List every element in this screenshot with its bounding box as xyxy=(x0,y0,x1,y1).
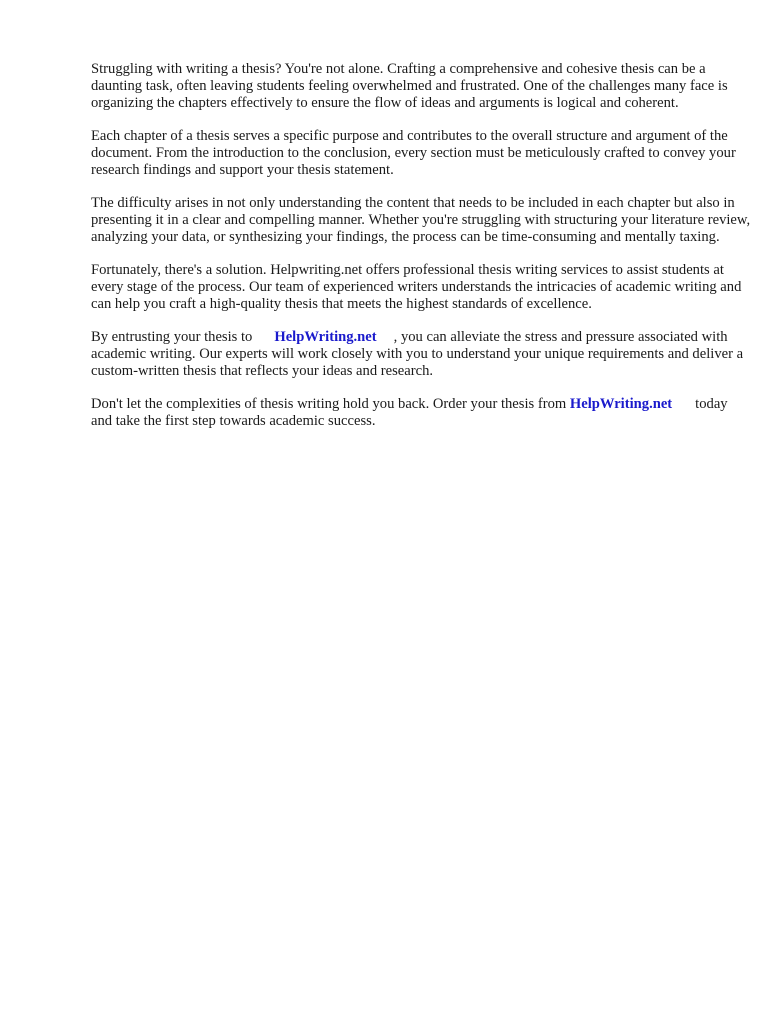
entrusting-text-after: , you can alleviate the stress and pressure associated with academic writing. Our experts will work closely with you to understand your unique requirements and deliver a custom-written thesis that reflects your ideas and research. xyxy=(91,329,744,379)
paragraph-order xyxy=(91,396,751,430)
helpwriting-link-order[interactable]: HelpWriting.net xyxy=(569,396,673,412)
order-text-before: Don't let the complexities of thesis writing hold you back. Order your thesis from xyxy=(91,396,567,412)
paragraph-chapters: Each chapter of a thesis serves a specific purpose and contributes to the overall structure and argument of the document. From the introduction to the conclusion, every section must be meticulously crafted to convey your research findings and support your thesis statement. xyxy=(91,128,736,178)
helpwriting-link[interactable]: HelpWriting.net xyxy=(274,329,377,345)
paragraph-entrusting xyxy=(91,329,751,380)
paragraph-difficulty: The difficulty arises in not only understanding the content that needs to be included in each chapter but also in presenting it in a clear and compelling manner. Whether you're struggling with structuring your literature review, analyzing your data, or synthesizing your findings, the process can be time-consuming and mentally taxing. xyxy=(91,195,751,245)
entrusting-text-before: By entrusting your thesis to xyxy=(91,329,253,345)
paragraph-intro: Struggling with writing a thesis? You're not alone. Crafting a comprehensive and cohesive thesis can be a daunting task, often leaving students feeling overwhelmed and frustrated. One of the challenges many face is organizing the chapters effectively to ensure the flow of ideas and arguments is logical and coherent. xyxy=(91,61,728,111)
document-body xyxy=(91,61,751,446)
paragraph-solution: Fortunately, there's a solution. Helpwriting.net offers professional thesis writing services to assist students at every stage of the process. Our team of experienced writers understands the intricacies of academic writing and can help you craft a high-quality thesis that meets the highest standards of excellence. xyxy=(91,262,742,312)
order-text-after: today and take the first step towards academic success. xyxy=(91,396,728,429)
